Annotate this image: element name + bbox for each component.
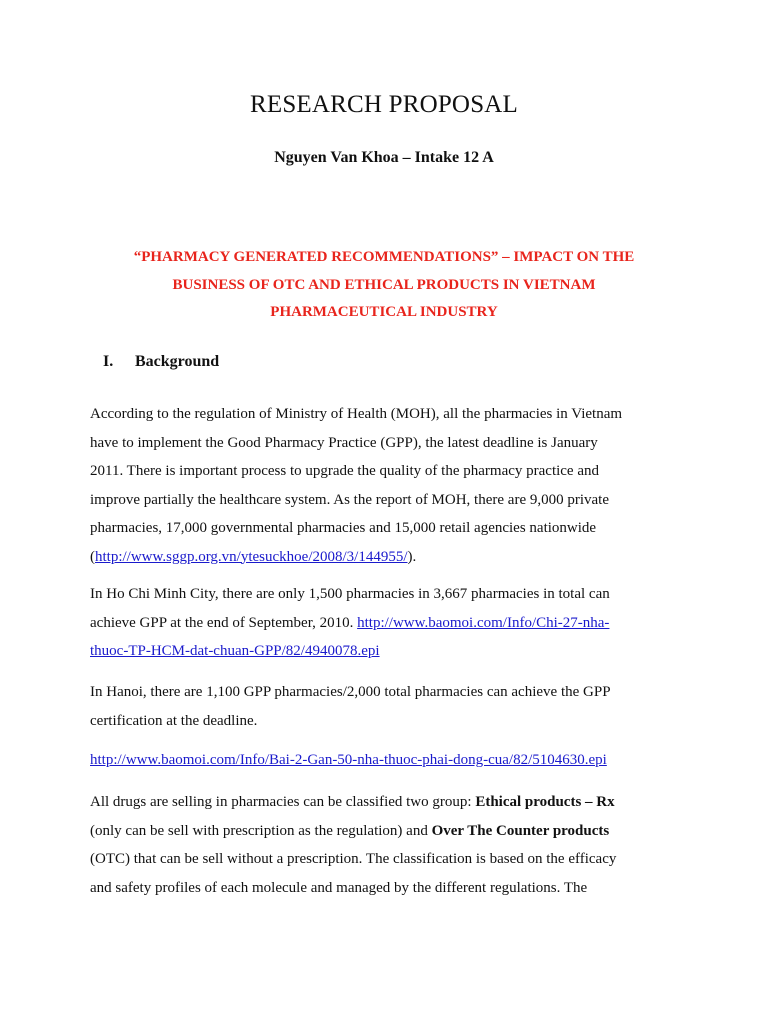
topic-line: PHARMACEUTICAL INDUSTRY (270, 304, 498, 320)
sggp-link[interactable]: http://www.sggp.org.vn/ytesuckhoe/2008/3/144955/ (95, 548, 408, 565)
text-segment: All drugs are selling in pharmacies can be classified two group: (90, 794, 476, 810)
text-line (90, 543, 690, 572)
paragraph-hanoi (90, 678, 690, 735)
section-title: Background (135, 353, 220, 370)
text-line: In Hanoi, there are 1,100 GPP pharmacies/2,000 total pharmacies can achieve the GPP (90, 684, 611, 700)
research-topic (90, 244, 678, 327)
text-line: In Ho Chi Minh City, there are only 1,500 pharmacies in 3,667 pharmacies in total can (90, 586, 610, 602)
baomoi-hcm-link-continued[interactable]: thuoc-TP-HCM-dat-chuan-GPP/82/4940078.epi (90, 643, 380, 659)
paren-open: ( (90, 548, 95, 565)
text-line: have to implement the Good Pharmacy Practice (GPP), the latest deadline is January (90, 434, 598, 451)
bold-term-ethical: Ethical products – Rx (475, 794, 615, 810)
document-title: RESEARCH PROPOSAL (249, 91, 519, 118)
text-line (90, 746, 690, 775)
paragraph-hcmc (90, 580, 690, 666)
text-line: improve partially the healthcare system. As the report of MOH, there are 9,000 private (90, 491, 609, 508)
text-line: (OTC) that can be sell without a prescription. The classification is based on the efficacy (90, 851, 617, 867)
text-segment: (only can be sell with prescription as the regulation) and (90, 822, 432, 839)
text-line (90, 788, 690, 817)
text-line: 2011. There is important process to upgrade the quality of the pharmacy practice and (90, 463, 599, 479)
text-line (90, 609, 690, 638)
section-number: I. (103, 353, 114, 370)
text-line: pharmacies, 17,000 governmental pharmacies and 15,000 retail agencies nationwide (90, 520, 597, 536)
baomoi-hcm-link[interactable]: http://www.baomoi.com/Info/Chi-27-nha- (357, 614, 610, 631)
text-line (90, 817, 690, 846)
paren-close: ). (407, 548, 417, 565)
bold-term-otc: Over The Counter products (431, 822, 610, 839)
topic-line: “PHARMACY GENERATED RECOMMENDATIONS” – IMPACT ON THE (133, 249, 635, 265)
text-line: and safety profiles of each molecule and managed by the different regulations. The (90, 879, 588, 896)
paragraph-gpp-regulation (90, 400, 690, 571)
text-segment: achieve GPP at the end of September, 2010. (90, 614, 358, 631)
text-line: According to the regulation of Ministry of Health (MOH), all the pharmacies in Vietnam (90, 406, 623, 422)
text-line: certification at the deadline. (90, 712, 258, 729)
section-heading (103, 350, 219, 374)
baomoi-hanoi-link[interactable]: http://www.baomoi.com/Info/Bai-2-Gan-50-nha-thuoc-phai-dong-cua/82/5104630.epi (90, 752, 607, 768)
text-line (90, 637, 690, 666)
paragraph-drug-classification (90, 788, 690, 902)
paragraph-hanoi-link (90, 746, 690, 775)
author-line: Nguyen Van Khoa – Intake 12 A (274, 149, 494, 166)
topic-line: BUSINESS OF OTC AND ETHICAL PRODUCTS IN VIETNAM (172, 276, 596, 293)
